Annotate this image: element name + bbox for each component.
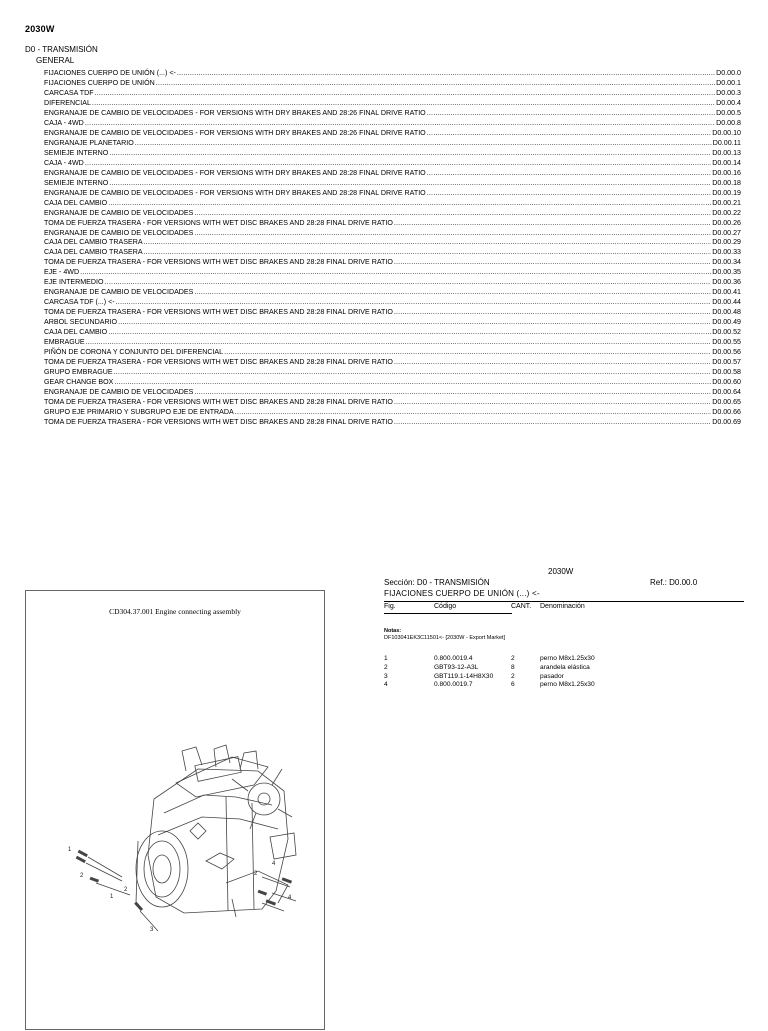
- toc-entry-title: CAJA DEL CAMBIO TRASERA: [44, 248, 143, 257]
- toc-entry-title: ENGRANAJE DE CAMBIO DE VELOCIDADES - FOR VERSIONS WITH DRY BRAKES AND 28:28 FINAL DRIVE RATIO: [44, 188, 426, 197]
- toc-entry-reference: D0.00.18: [712, 178, 741, 187]
- toc-leader-dots: [109, 149, 711, 159]
- callout-label: 2: [124, 887, 128, 893]
- toc-entry[interactable]: [44, 189, 741, 199]
- toc-leader-dots: [394, 418, 711, 428]
- toc-entry-title: ENGRANAJE DE CAMBIO DE VELOCIDADES - FOR VERSIONS WITH DRY BRAKES AND 28:26 FINAL DRIVE RATIO: [44, 128, 426, 137]
- toc-leader-dots: [394, 308, 711, 318]
- toc-entry-title: FIJACIONES CUERPO DE UNIÓN: [44, 78, 155, 87]
- toc-leader-dots: [394, 358, 711, 368]
- figure-caption: CD304.37.001 Engine connecting assembly: [109, 607, 241, 616]
- toc-entry-title: TOMA DE FUERZA TRASERA - FOR VERSIONS WITH WET DISC BRAKES AND 28:28 FINAL DRIVE RATIO: [44, 258, 393, 267]
- part-code: 0.800.0019.4: [434, 655, 473, 662]
- toc-entry-reference: D0.00.57: [712, 358, 741, 367]
- part-description: pasador: [540, 672, 564, 680]
- toc-leader-dots: [109, 179, 711, 189]
- toc-leader-dots: [224, 348, 711, 358]
- callout-label: 1: [110, 894, 114, 900]
- part-description: arandela elástica: [540, 663, 590, 671]
- toc-entry[interactable]: [44, 199, 741, 209]
- toc-entry[interactable]: [44, 69, 741, 79]
- toc-leader-dots: [394, 219, 711, 229]
- toc-leader-dots: [85, 119, 715, 129]
- toc-leader-dots: [85, 159, 711, 169]
- toc-entry[interactable]: [44, 149, 741, 159]
- toc-entry-reference: D0.00.52: [712, 328, 741, 337]
- toc-entry[interactable]: [44, 119, 741, 129]
- toc-entry-reference: D0.00.56: [712, 348, 741, 357]
- part-quantity: 8: [511, 663, 515, 671]
- toc-leader-dots: [108, 199, 711, 209]
- toc-leader-dots: [105, 278, 712, 288]
- part-quantity: 2: [511, 655, 515, 662]
- toc-entry[interactable]: [44, 238, 741, 248]
- part-fig-number: 3: [384, 672, 388, 680]
- table-row: [384, 664, 744, 673]
- parts-reference: Ref.: D0.00.0: [650, 578, 698, 587]
- toc-entry[interactable]: [44, 298, 741, 308]
- toc-leader-dots: [394, 398, 711, 408]
- toc-leader-dots: [114, 378, 711, 388]
- toc-leader-dots: [144, 248, 712, 258]
- toc-leader-dots: [394, 258, 711, 268]
- toc-entry-reference: D0.00.66: [712, 407, 741, 416]
- toc-entry-title: CAJA DEL CAMBIO: [44, 198, 108, 207]
- column-header-description: Denominación: [540, 603, 585, 610]
- toc-entry-reference: D0.00.5: [716, 108, 741, 117]
- toc-entry-title: CAJA DEL CAMBIO TRASERA: [44, 238, 143, 247]
- toc-entry[interactable]: [44, 418, 741, 428]
- toc-leader-dots: [194, 388, 711, 398]
- toc-entry-title: FIJACIONES CUERPO DE UNIÓN (...) <-: [44, 69, 176, 77]
- toc-leader-dots: [235, 408, 711, 418]
- toc-entry[interactable]: [44, 278, 741, 288]
- table-of-contents: [44, 69, 741, 428]
- toc-leader-dots: [118, 318, 711, 328]
- column-header-code: Código: [434, 603, 457, 610]
- callout-label: 3: [150, 927, 154, 933]
- callout-label: 2: [254, 871, 258, 877]
- toc-entry[interactable]: [44, 258, 741, 268]
- toc-entry-reference: D0.00.36: [712, 278, 741, 287]
- toc-entry-reference: D0.00.26: [712, 218, 741, 227]
- toc-leader-dots: [114, 368, 712, 378]
- toc-entry[interactable]: [44, 79, 741, 89]
- toc-entry-reference: D0.00.60: [712, 378, 741, 387]
- toc-entry[interactable]: [44, 109, 741, 119]
- toc-entry-reference: D0.00.41: [712, 288, 741, 297]
- part-code: 0.800.0019.7: [434, 681, 473, 689]
- toc-leader-dots: [194, 209, 711, 219]
- toc-entry[interactable]: [44, 358, 741, 368]
- part-code: GBT119.1-14H8X30: [434, 672, 494, 680]
- toc-entry-title: ENGRANAJE PLANETARIO: [44, 138, 134, 147]
- toc-entry[interactable]: [44, 229, 741, 239]
- toc-leader-dots: [116, 298, 712, 308]
- callout-label: 4: [288, 895, 292, 901]
- toc-entry-title: ENGRANAJE DE CAMBIO DE VELOCIDADES: [44, 388, 194, 396]
- toc-leader-dots: [177, 69, 715, 79]
- toc-entry-title: TOMA DE FUERZA TRASERA - FOR VERSIONS WITH WET DISC BRAKES AND 28:28 FINAL DRIVE RATIO: [44, 358, 393, 367]
- toc-leader-dots: [427, 129, 712, 139]
- toc-entry-title: CAJA - 4WD: [44, 118, 84, 127]
- toc-entry-title: SEMIEJE INTERNO: [44, 148, 109, 157]
- column-header-qty: CANT.: [511, 603, 532, 610]
- toc-leader-dots: [108, 328, 711, 338]
- part-code: GBT93-12-A3L: [434, 663, 479, 671]
- toc-leader-dots: [135, 139, 712, 149]
- toc-entry-title: CARCASA TDF: [44, 88, 94, 97]
- toc-entry[interactable]: [44, 368, 741, 378]
- toc-leader-dots: [194, 229, 711, 239]
- toc-entry-title: TOMA DE FUERZA TRASERA - FOR VERSIONS WITH WET DISC BRAKES AND 28:28 FINAL DRIVE RATIO: [44, 397, 393, 406]
- toc-entry-title: EMBRAGUE: [44, 338, 85, 347]
- toc-entry-title: SEMIEJE INTERNO: [44, 178, 109, 187]
- toc-entry[interactable]: [44, 159, 741, 169]
- toc-entry-title: TOMA DE FUERZA TRASERA - FOR VERSIONS WITH WET DISC BRAKES AND 28:28 FINAL DRIVE RATIO: [44, 218, 393, 227]
- toc-entry[interactable]: [44, 209, 741, 219]
- toc-entry-title: CARCASA TDF (...) <-: [44, 298, 115, 307]
- table-row: [384, 655, 744, 664]
- callout-label: 4: [272, 861, 276, 867]
- toc-entry[interactable]: [44, 378, 741, 388]
- toc-leader-dots: [427, 109, 715, 119]
- parts-diagram-frame: [25, 590, 325, 1030]
- toc-entry-reference: D0.00.58: [712, 368, 741, 377]
- toc-entry-reference: D0.00.0: [716, 69, 741, 77]
- toc-entry-reference: D0.00.55: [712, 338, 741, 347]
- part-fig-number: 4: [384, 681, 388, 689]
- toc-entry-title: EJE - 4WD: [44, 268, 80, 277]
- toc-entry[interactable]: [44, 169, 741, 179]
- toc-entry-reference: D0.00.64: [712, 388, 741, 396]
- toc-entry[interactable]: [44, 338, 741, 348]
- toc-leader-dots: [95, 89, 716, 99]
- toc-entry-reference: D0.00.21: [712, 198, 741, 207]
- part-quantity: 6: [511, 681, 515, 689]
- toc-leader-dots: [156, 79, 715, 89]
- toc-entry-title: ENGRANAJE DE CAMBIO DE VELOCIDADES: [44, 288, 194, 297]
- notes-text: DF103041EK3C11501<- [2030W - Export Market]: [384, 635, 506, 641]
- header-underline: [384, 613, 512, 614]
- toc-entry-reference: D0.00.16: [712, 168, 741, 177]
- toc-entry-title: EJE INTERMEDIO: [44, 278, 104, 287]
- toc-entry-reference: D0.00.65: [712, 397, 741, 406]
- toc-entry[interactable]: [44, 139, 741, 149]
- toc-entry-reference: D0.00.8: [716, 118, 741, 127]
- parts-table-header: [384, 601, 744, 613]
- part-fig-number: 2: [384, 663, 388, 671]
- toc-entry[interactable]: [44, 348, 741, 358]
- toc-entry-reference: D0.00.11: [712, 138, 741, 147]
- toc-entry-reference: D0.00.1: [716, 78, 741, 87]
- parts-table-body: [384, 655, 744, 690]
- table-row: [384, 681, 744, 690]
- toc-entry-title: CAJA - 4WD: [44, 158, 84, 167]
- toc-entry[interactable]: [44, 219, 741, 229]
- toc-leader-dots: [194, 288, 711, 298]
- toc-entry-title: ENGRANAJE DE CAMBIO DE VELOCIDADES: [44, 228, 194, 237]
- toc-entry-reference: D0.00.19: [712, 188, 741, 197]
- toc-leader-dots: [92, 99, 715, 109]
- toc-entry-reference: D0.00.29: [712, 238, 741, 247]
- toc-entry[interactable]: [44, 308, 741, 318]
- toc-entry-reference: D0.00.10: [712, 128, 741, 137]
- toc-leader-dots: [427, 189, 712, 199]
- toc-entry[interactable]: [44, 288, 741, 298]
- table-row: [384, 673, 744, 682]
- toc-leader-dots: [80, 268, 711, 278]
- toc-entry[interactable]: [44, 268, 741, 278]
- toc-entry-title: GEAR CHANGE BOX: [44, 378, 114, 387]
- parts-model: 2030W: [548, 567, 574, 576]
- column-header-fig: Fig.: [384, 603, 396, 610]
- parts-title: FIJACIONES CUERPO DE UNIÓN (...) <-: [384, 589, 540, 598]
- toc-leader-dots: [427, 169, 712, 179]
- toc-entry-title: GRUPO EJE PRIMARIO Y SUBGRUPO EJE DE ENTRADA: [44, 407, 234, 416]
- toc-entry-reference: D0.00.44: [712, 298, 741, 307]
- toc-entry[interactable]: [44, 328, 741, 338]
- toc-entry[interactable]: [44, 129, 741, 139]
- notes-label: Notas:: [384, 628, 402, 634]
- toc-entry-title: ENGRANAJE DE CAMBIO DE VELOCIDADES - FOR VERSIONS WITH DRY BRAKES AND 28:28 FINAL DRIVE RATIO: [44, 168, 426, 177]
- toc-entry-reference: D0.00.27: [712, 228, 741, 237]
- toc-entry[interactable]: [44, 179, 741, 189]
- toc-entry-reference: D0.00.4: [716, 98, 741, 107]
- toc-entry-reference: D0.00.49: [712, 318, 741, 327]
- part-quantity: 2: [511, 672, 515, 680]
- part-description: perno M8x1.25x30: [540, 655, 595, 662]
- toc-entry[interactable]: [44, 398, 741, 408]
- section-heading: D0 - TRANSMISIÓN: [25, 45, 98, 54]
- toc-entry-reference: D0.00.14: [712, 158, 741, 167]
- part-fig-number: 1: [384, 655, 388, 662]
- toc-entry-reference: D0.00.13: [712, 148, 741, 157]
- sub-heading-general: GENERAL: [36, 56, 75, 65]
- toc-entry-reference: D0.00.35: [712, 268, 741, 277]
- toc-entry[interactable]: [44, 388, 741, 398]
- toc-entry-title: CAJA DEL CAMBIO: [44, 328, 108, 337]
- toc-entry-reference: D0.00.69: [712, 417, 741, 426]
- toc-entry-reference: D0.00.3: [716, 88, 741, 97]
- toc-entry-title: TOMA DE FUERZA TRASERA - FOR VERSIONS WITH WET DISC BRAKES AND 28:28 FINAL DRIVE RATIO: [44, 417, 393, 426]
- toc-entry[interactable]: [44, 89, 741, 99]
- toc-entry-title: ENGRANAJE DE CAMBIO DE VELOCIDADES: [44, 208, 194, 217]
- toc-entry-title: PIÑÓN DE CORONA Y CONJUNTO DEL DIFERENCIAL: [44, 348, 224, 357]
- toc-entry[interactable]: [44, 408, 741, 418]
- toc-entry-reference: D0.00.48: [712, 308, 741, 317]
- toc-entry-title: GRUPO EMBRAGUE: [44, 368, 113, 377]
- toc-entry-title: ARBOL SECUNDARIO: [44, 318, 118, 327]
- toc-entry-title: ENGRANAJE DE CAMBIO DE VELOCIDADES - FOR VERSIONS WITH DRY BRAKES AND 28:26 FINAL DRIVE RATIO: [44, 108, 426, 117]
- toc-entry-title: DIFERENCIAL: [44, 98, 91, 107]
- callout-label: 1: [68, 847, 72, 853]
- engine-assembly-illustration: [26, 591, 326, 1031]
- toc-entry-reference: D0.00.22: [712, 208, 741, 217]
- part-description: perno M8x1.25x30: [540, 681, 595, 689]
- toc-entry[interactable]: [44, 248, 741, 258]
- toc-leader-dots: [144, 238, 712, 248]
- toc-entry[interactable]: [44, 99, 741, 109]
- callout-label: 2: [80, 873, 84, 879]
- document-model-title: 2030W: [25, 24, 55, 34]
- toc-entry-reference: D0.00.34: [712, 258, 741, 267]
- parts-section: Sección: D0 - TRANSMISIÓN: [384, 578, 490, 587]
- toc-leader-dots: [86, 338, 712, 348]
- toc-entry-title: TOMA DE FUERZA TRASERA - FOR VERSIONS WITH WET DISC BRAKES AND 28:28 FINAL DRIVE RATIO: [44, 308, 393, 317]
- toc-entry[interactable]: [44, 318, 741, 328]
- toc-entry-reference: D0.00.33: [712, 248, 741, 257]
